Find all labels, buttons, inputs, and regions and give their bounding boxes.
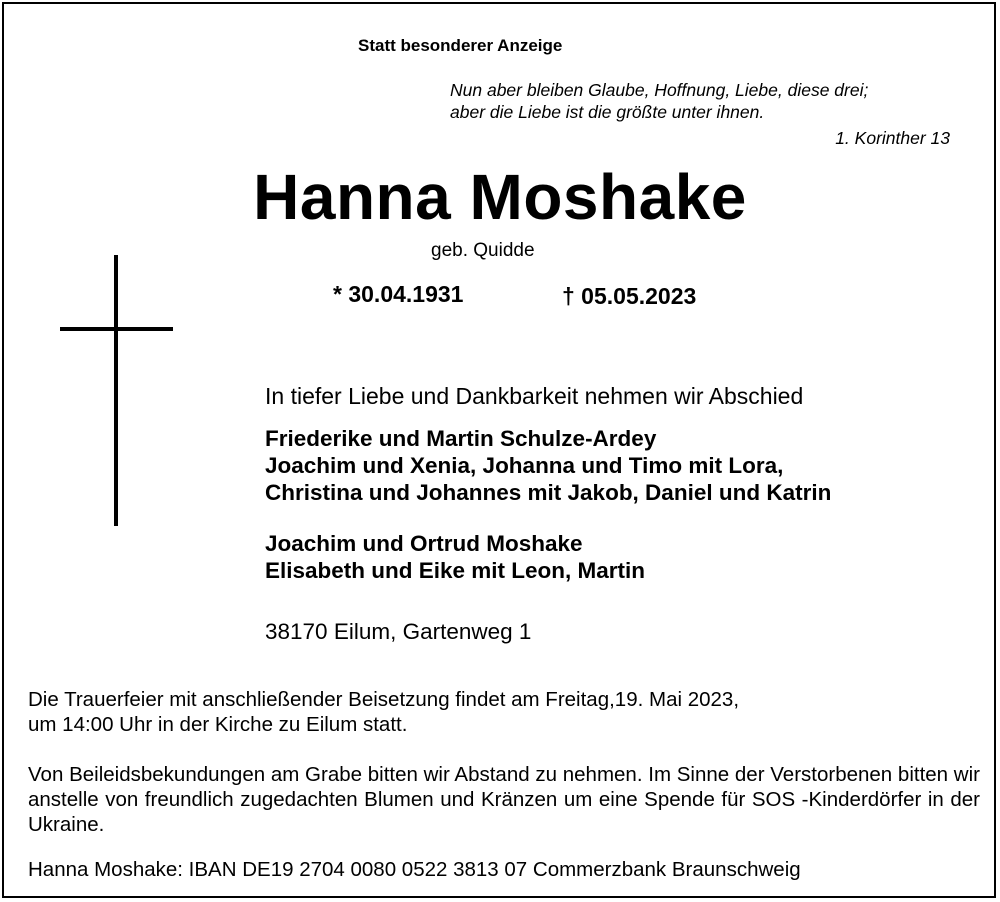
- bible-verse: [450, 79, 868, 123]
- mourners-line: Elisabeth und Eike mit Leon, Martin: [265, 558, 646, 583]
- death-date: † 05.05.2023: [562, 283, 697, 309]
- mourners-line: Friederike und Martin Schulze-Ardey: [265, 426, 657, 451]
- mourners-line: Christina und Johannes mit Jakob, Daniel und Katrin: [265, 480, 832, 505]
- verse-line: Nun aber bleiben Glaube, Hoffnung, Liebe, diese drei;: [450, 80, 869, 100]
- mourners-group-2: [265, 530, 645, 584]
- cross-vertical-bar: [114, 255, 118, 526]
- verse-line: aber die Liebe ist die größte unter ihnen.: [450, 102, 765, 122]
- birth-date: * 30.04.1931: [333, 281, 464, 307]
- mourners-address: 38170 Eilum, Gartenweg 1: [265, 619, 532, 644]
- verse-reference: 1. Korinther 13: [835, 128, 950, 148]
- donation-notice: Von Beileidsbekundungen am Grabe bitten wir Abstand zu nehmen. Im Sinne der Verstorbenen bitten wir anstelle von freundlich zugedachten Blumen und Kränzen um eine Spende für SOS -Kinderdörfer in der Ukraine.: [28, 763, 980, 836]
- funeral-notice-line: um 14:00 Uhr in der Kirche zu Eilum statt.: [28, 713, 408, 736]
- mourners-line: Joachim und Ortrud Moshake: [265, 531, 583, 556]
- maiden-name: geb. Quidde: [431, 240, 535, 261]
- deceased-name: Hanna Moshake: [253, 161, 747, 233]
- bank-details: Hanna Moshake: IBAN DE19 2704 0080 0522 3813 07 Commerzbank Braunschweig: [28, 858, 801, 881]
- funeral-notice: [28, 687, 980, 737]
- cross-horizontal-bar: [60, 327, 173, 331]
- mourners-group-1: [265, 425, 831, 506]
- funeral-notice-line: Die Trauerfeier mit anschließender Beisetzung findet am Freitag,19. Mai 2023,: [28, 688, 740, 711]
- farewell-intro: In tiefer Liebe und Dankbarkeit nehmen wir Abschied: [265, 383, 804, 409]
- notice-header: Statt besonderer Anzeige: [358, 36, 563, 55]
- mourners-line: Joachim und Xenia, Johanna und Timo mit Lora,: [265, 453, 784, 478]
